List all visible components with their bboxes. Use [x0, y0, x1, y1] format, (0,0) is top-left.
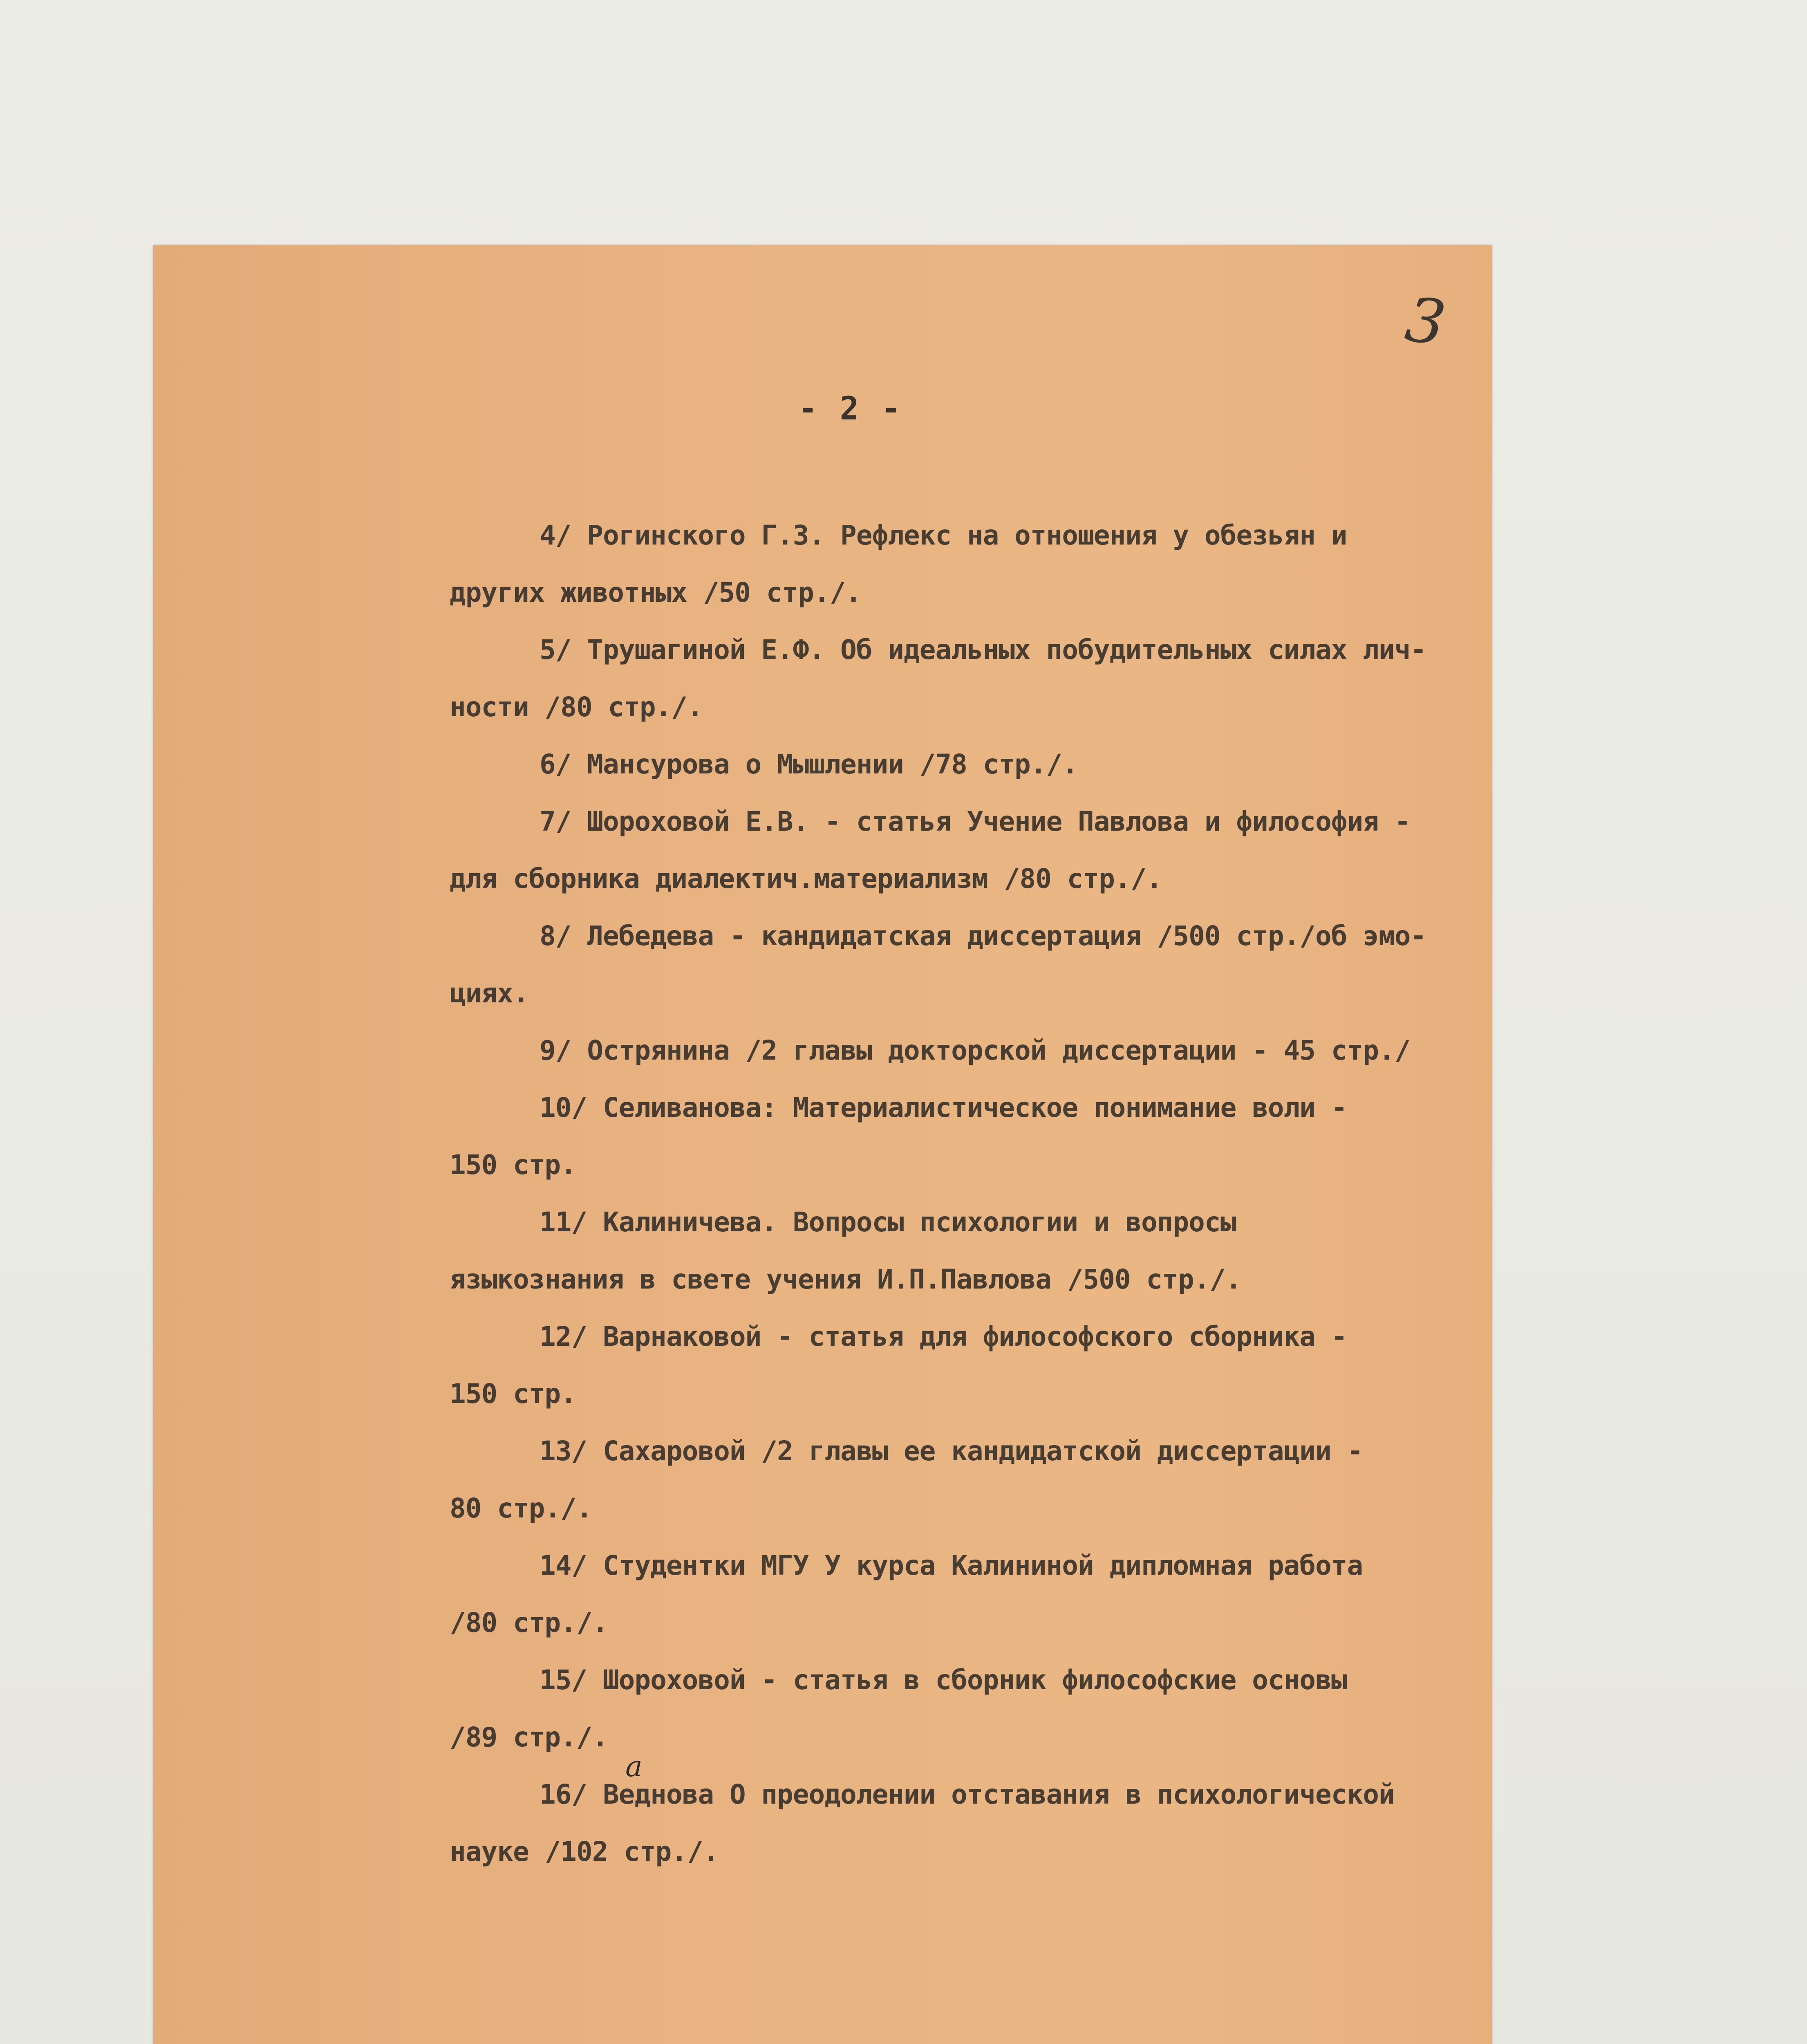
entry-continuation-line: 150 стр.	[450, 1149, 576, 1181]
entry-continuation-line: ности /80 стр./.	[450, 691, 703, 723]
list-item	[450, 507, 1480, 621]
entry-first-line: 8/ Лебедева - кандидатская диссертация /500 стр./об эмо-	[540, 920, 1426, 952]
handwritten-correction: а	[625, 1750, 643, 1783]
list-item	[450, 793, 1480, 908]
entry-first-line: 13/ Сахаровой /2 главы ее кандидатской диссертации -	[540, 1435, 1363, 1467]
list-item	[450, 1537, 1480, 1652]
list-item	[450, 1022, 1480, 1079]
entry-first-line: 4/ Рогинского Г.З. Рефлекс на отношения у обезьян и	[540, 520, 1347, 551]
entry-first-line: 14/ Студентки МГУ У курса Калининой дипломная работа	[540, 1550, 1363, 1581]
entry-list	[450, 507, 1480, 1880]
entry-first-line: 16/ Веднова О преодолении отставания в психологической	[540, 1779, 1395, 1810]
list-item	[450, 1308, 1480, 1423]
entry-first-line: 12/ Варнаковой - статья для философского сборника -	[540, 1321, 1347, 1352]
list-item	[450, 1423, 1480, 1537]
page-number: - 2 -	[798, 390, 902, 427]
entry-continuation-line: для сборника диалектич.материализм /80 стр./.	[450, 863, 1162, 894]
list-item	[450, 736, 1480, 793]
entry-continuation-line: науке /102 стр./.	[450, 1836, 719, 1867]
entry-continuation-line: циях.	[450, 977, 529, 1009]
entry-first-line: 7/ Шороховой Е.В. - статья Учение Павлова и философия -	[540, 806, 1411, 837]
entry-first-line: 6/ Мансурова о Мышлении /78 стр./.	[540, 749, 1078, 780]
entry-first-line: 9/ Острянина /2 главы докторской диссертации - 45 стр./	[540, 1035, 1411, 1066]
entry-continuation-line: языкознания в свете учения И.П.Павлова /500 стр./.	[450, 1264, 1241, 1295]
entry-first-line: 11/ Калиничева. Вопросы психологии и вопросы	[540, 1206, 1236, 1238]
entry-first-line: 5/ Трушагиной Е.Ф. Об идеальных побудительных силах лич-	[540, 634, 1426, 666]
list-item	[450, 1079, 1480, 1194]
entry-continuation-line: других животных /50 стр./.	[450, 577, 862, 608]
entry-first-line: 10/ Селиванова: Материалистическое понимание воли -	[540, 1092, 1347, 1123]
list-item	[450, 908, 1480, 1022]
entry-continuation-line: 80 стр./.	[450, 1493, 592, 1524]
entry-continuation-line: 150 стр.	[450, 1378, 576, 1410]
entry-continuation-line: /89 стр./.	[450, 1721, 608, 1753]
list-item	[450, 1652, 1480, 1766]
list-item	[450, 1194, 1480, 1308]
archive-page-marker: 3	[1401, 284, 1450, 360]
list-item	[450, 1750, 1480, 1880]
entry-continuation-line: /80 стр./.	[450, 1607, 608, 1638]
list-item	[450, 621, 1480, 736]
entry-first-line: 15/ Шороховой - статья в сборник философские основы	[540, 1664, 1347, 1696]
